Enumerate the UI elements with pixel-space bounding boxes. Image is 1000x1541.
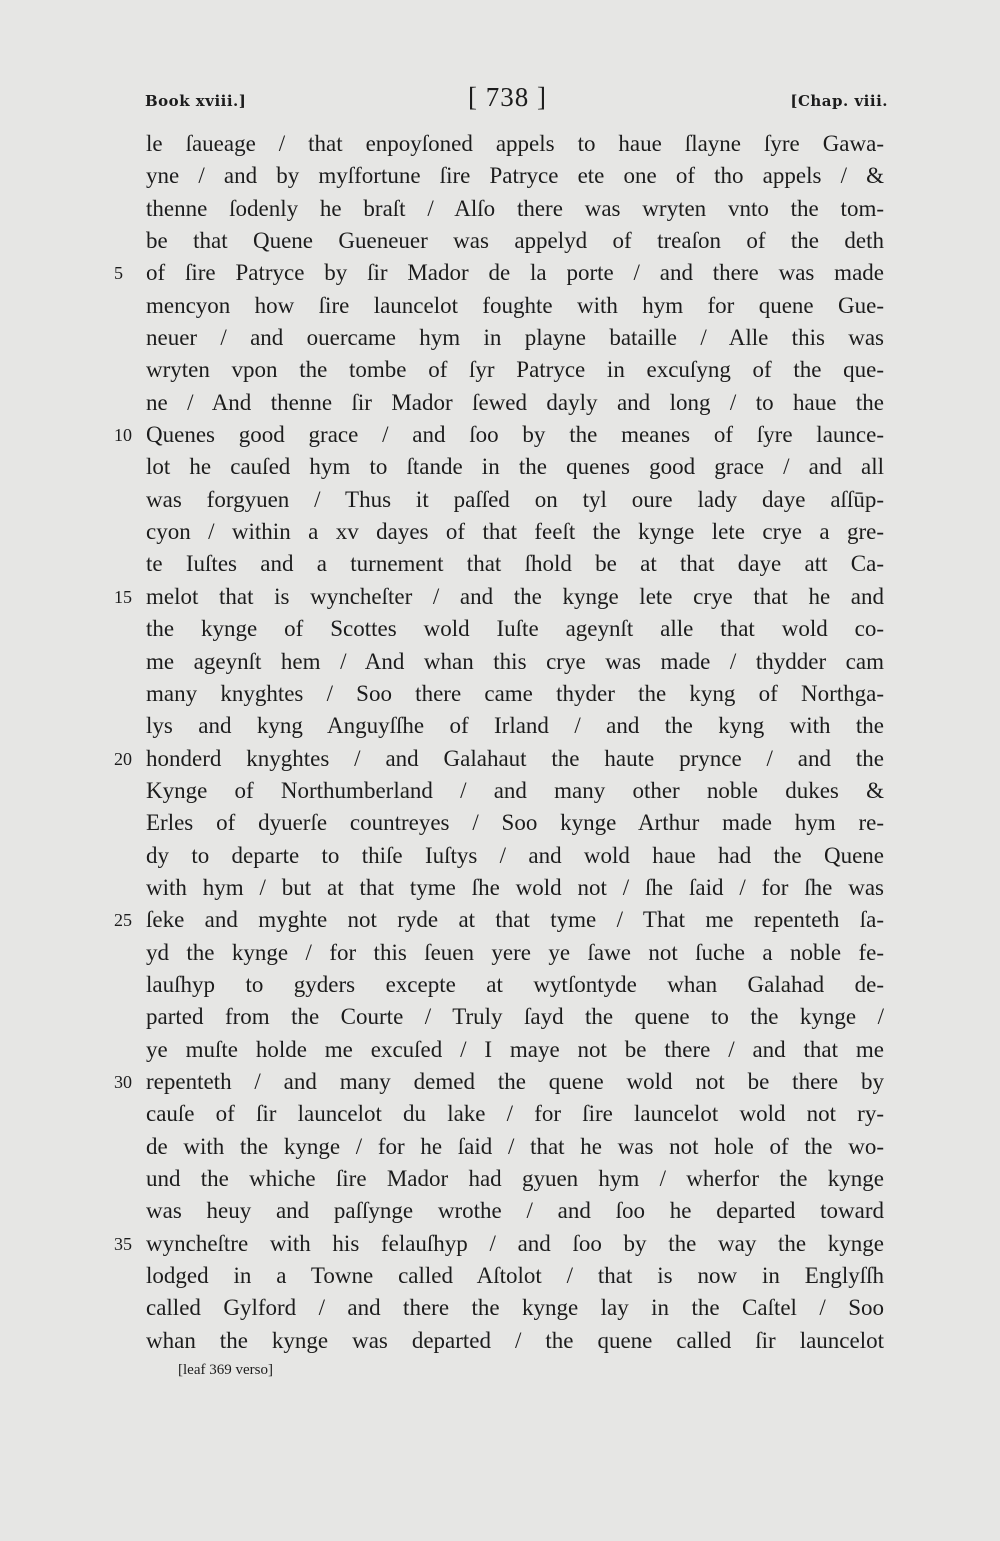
line-text: ſeke and myghte not ryde at that tyme / That me repenteth ſa- (146, 907, 884, 933)
line-text: the kynge of Scottes wold Iuſte ageynſt alle that wold co- (146, 616, 884, 642)
line-text: le ſaueage / that enpoyſoned appels to haue ſlayne ſyre Gawa- (146, 131, 884, 156)
text-line (146, 775, 884, 807)
line-text: neuer / and ouercame hym in playne bataille / Alle this was (146, 325, 884, 351)
text-line (146, 1195, 884, 1227)
text-line (146, 937, 884, 969)
text-line (114, 581, 884, 613)
text-line (114, 904, 884, 936)
line-text: was forgyuen / Thus it paſſed on tyl oure lady daye aſſūp- (146, 486, 884, 512)
line-text: parted from the Courte / Truly ſayd the quene to the kynge / (146, 1004, 884, 1030)
text-line (146, 1260, 884, 1292)
line-text: called Gylford / and there the kynge lay in the Caſtel / Soo (146, 1295, 884, 1321)
text-line (146, 290, 884, 322)
line-text: lys and kyng Anguyſſhe of Irland / and the kyng with the (146, 713, 884, 739)
line-number: 5 (114, 263, 123, 284)
line-text: lauſhyp to gyders excepte at wytſontyde whan Galahad de- (146, 971, 884, 997)
line-text: ne / And thenne ſir Mador ſewed dayly and long / to haue the (146, 389, 884, 415)
page-header (0, 82, 1000, 122)
text-line (146, 387, 884, 419)
line-number: 10 (114, 425, 132, 446)
text-line (146, 678, 884, 710)
line-text: of ſire Patryce by ſir Mador de la porte / and there was made (146, 260, 884, 286)
text-line (146, 160, 884, 192)
text-line (146, 1034, 884, 1066)
text-line (146, 1001, 884, 1033)
line-text: cyon / within a xv dayes of that feeſt the kynge lete crye a gre- (146, 519, 884, 545)
line-text: me ageynſt hem / And whan this crye was made / thydder cam (146, 648, 884, 674)
line-number: 35 (114, 1233, 132, 1254)
text-line (146, 548, 884, 580)
text-line (146, 451, 884, 483)
leaf-note: [leaf 369 verso] (178, 1362, 273, 1378)
line-text: lot he cauſed hym to ſtande in the quenes good grace / and all (146, 454, 884, 480)
line-text: yd the kynge / for this ſeuen yere ye ſawe not ſuche a noble fe- (146, 939, 884, 965)
page-number: [ 738 ] (468, 82, 547, 112)
line-text: honderd knyghtes / and Galahaut the haute prynce / and the (146, 745, 884, 771)
line-text: dy to departe to thiſe Iuſtys / and wold haue had the Quene (146, 842, 884, 868)
line-text: mencyon how ſire launcelot foughte with hym for quene Gue- (146, 292, 884, 318)
text-line (146, 225, 884, 257)
line-text: repenteth / and many demed the quene wold not be there by (146, 1068, 884, 1094)
book-number: Book xviii.] (145, 92, 247, 110)
line-text: Kynge of Northumberland / and many other noble dukes & (146, 777, 884, 803)
text-line (146, 484, 884, 516)
text-line (146, 1098, 884, 1130)
line-text: with hym / but at that tyme ſhe wold not / ſhe ſaid / for ſhe was (146, 874, 884, 900)
line-number: 15 (114, 586, 132, 607)
line-text: und the whiche ſire Mador had gyuen hym / wherfor the kynge (146, 1166, 884, 1191)
text-line (146, 872, 884, 904)
line-text: wyncheſtre with his felauſhyp / and ſoo by the way the kynge (146, 1230, 884, 1256)
text-line (114, 257, 884, 289)
line-text: be that Quene Gueneuer was appelyd of treaſon of the deth (146, 228, 884, 254)
text-line (146, 354, 884, 386)
text-line (114, 1228, 884, 1260)
body-text (114, 128, 884, 1357)
text-line (146, 322, 884, 354)
text-line (114, 1066, 884, 1098)
line-text: cauſe of ſir launcelot du lake / for ſire launcelot wold not ry- (146, 1101, 884, 1127)
text-line (146, 1292, 884, 1324)
line-text: de with the kynge / for he ſaid / that he was not hole of the wo- (146, 1133, 884, 1159)
line-text: thenne ſodenly he braſt / Alſo there was wryten vnto the tom- (146, 195, 884, 221)
text-line (114, 743, 884, 775)
text-line (146, 613, 884, 645)
line-text: Erles of dyuerſe countreyes / Soo kynge Arthur made hym re- (146, 810, 884, 836)
line-number: 30 (114, 1071, 132, 1092)
text-line (146, 646, 884, 678)
line-text: Quenes good grace / and ſoo by the meanes of ſyre launce- (146, 422, 884, 448)
line-text: yne / and by myſfortune ſire Patryce ete one of tho appels / & (146, 163, 884, 189)
line-text: melot that is wyncheſter / and the kynge lete crye that he and (146, 583, 884, 609)
line-text: lodged in a Towne called Aſtolot / that is now in Englyſſh (146, 1263, 884, 1289)
text-line (146, 969, 884, 1001)
text-line (114, 419, 884, 451)
line-text: ye muſte holde me excuſed / I maye not be there / and that me (146, 1036, 884, 1062)
line-text: whan the kynge was departed / the quene called ſir launcelot (146, 1327, 884, 1353)
line-text: wryten vpon the tombe of ſyr Patryce in excuſyng of the que- (146, 357, 884, 383)
text-line (146, 516, 884, 548)
line-text: te Iuſtes and a turnement that ſhold be at that daye att Ca- (146, 551, 884, 577)
text-line (146, 807, 884, 839)
line-text: many knyghtes / Soo there came thyder the kyng of Northga- (146, 680, 884, 706)
text-line (146, 1131, 884, 1163)
text-line (146, 193, 884, 225)
text-line (146, 128, 884, 160)
text-line (146, 840, 884, 872)
line-text: was heuy and paſſynge wrothe / and ſoo he departed toward (146, 1198, 884, 1224)
text-line (146, 1163, 884, 1195)
line-number: 20 (114, 748, 132, 769)
chapter-number: [Chap. viii. (790, 92, 888, 110)
text-line (146, 710, 884, 742)
text-line (146, 1325, 884, 1357)
line-number: 25 (114, 910, 132, 931)
